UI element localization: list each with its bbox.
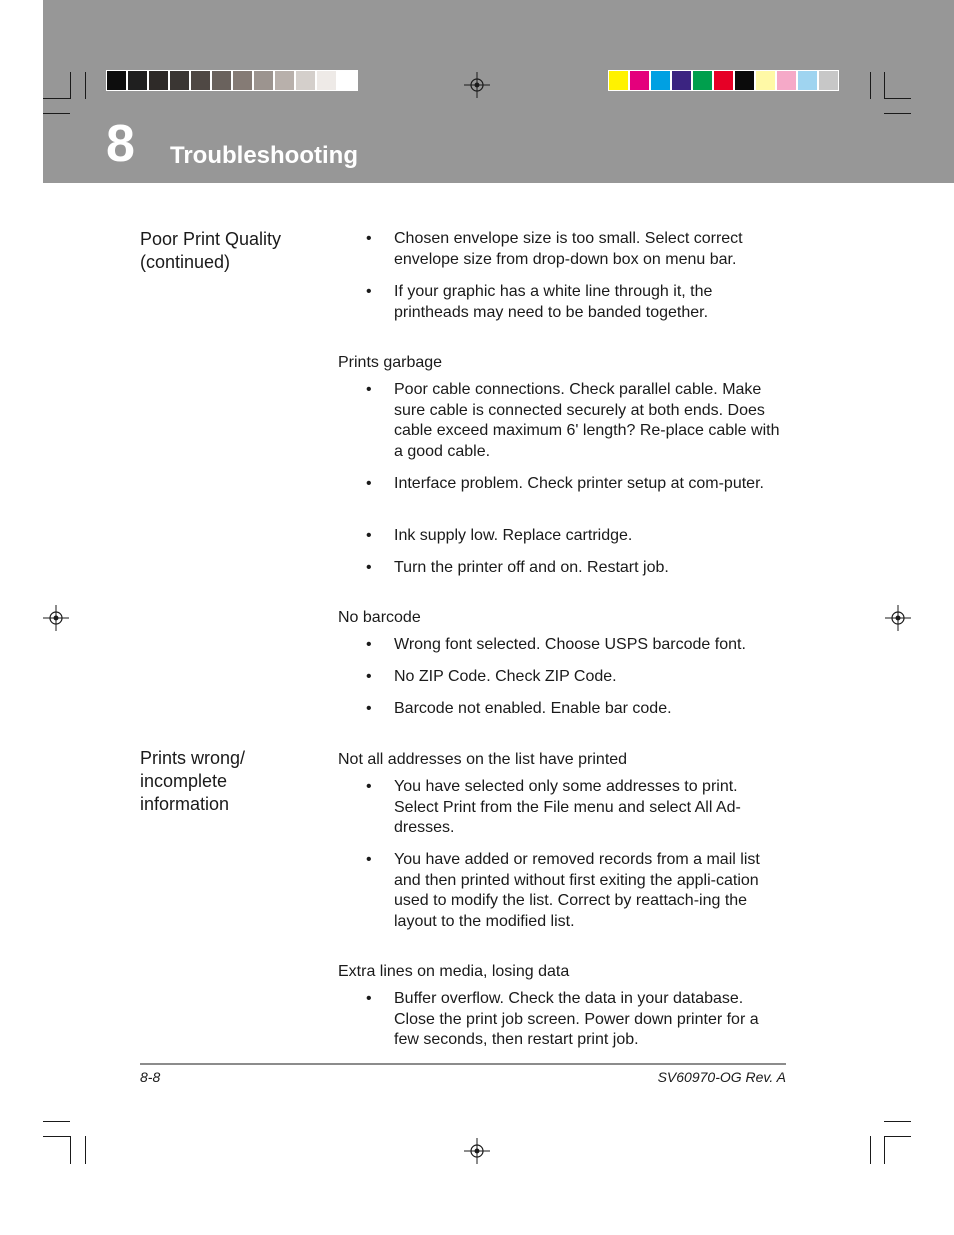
crop-mark: [884, 113, 911, 114]
chapter-number: 8: [106, 115, 135, 173]
crop-mark: [43, 113, 70, 114]
crop-mark: [70, 1136, 71, 1164]
bullet-icon: •: [366, 475, 372, 492]
sub-heading: Extra lines on media, losing data: [338, 963, 570, 980]
bullet-icon: •: [366, 381, 372, 398]
crop-mark: [884, 98, 911, 99]
list-item-text: Chosen envelope size is too small. Select correct envelope size from drop-down box on menu bar.: [394, 230, 743, 268]
bullet-icon: •: [366, 527, 372, 544]
color-swatch: [734, 70, 755, 91]
list-item-text: Buffer overflow. Check the data in your database. Close the print job screen. Power down printer for a few seconds, then restart print job.: [394, 990, 759, 1049]
crop-mark: [85, 72, 86, 99]
list-item-text: Interface problem. Check printer setup at com-puter.: [394, 475, 764, 492]
bullet-icon: •: [366, 559, 372, 576]
crop-mark: [870, 1136, 871, 1164]
registration-mark-icon: [43, 605, 69, 631]
list-item-text: You have selected only some addresses to print. Select Print from the File menu and select All Ad-dresses.: [394, 778, 741, 837]
list-item-text: Barcode not enabled. Enable bar code.: [394, 700, 672, 717]
bullet-icon: •: [366, 636, 372, 653]
color-swatch: [148, 70, 169, 91]
crop-mark: [70, 72, 71, 99]
color-swatch: [818, 70, 839, 91]
page-number: 8-8: [140, 1069, 161, 1085]
list-item-text: You have added or removed records from a mail list and then printed without first exiting the appli-cation used to modify the list. Correct by reattach-ing the layout to the modified list.: [394, 851, 760, 930]
sub-heading: Not all addresses on the list have printed: [338, 751, 628, 768]
bullet-icon: •: [366, 700, 372, 717]
color-swatch: [629, 70, 650, 91]
crop-mark: [870, 72, 871, 99]
color-swatch: [713, 70, 734, 91]
color-swatch: [692, 70, 713, 91]
crop-mark: [43, 1136, 70, 1137]
color-swatch: [211, 70, 232, 91]
list-item-text: Poor cable connections. Check parallel cable. Make sure cable is connected securely at both ends. Does cable exceed maximum 6' length? Re-place cable with a good cable.: [394, 381, 780, 460]
color-swatch: [316, 70, 337, 91]
color-swatch: [127, 70, 148, 91]
registration-mark-icon: [464, 72, 490, 98]
color-swatch: [776, 70, 797, 91]
crop-mark: [85, 1136, 86, 1164]
list-item-text: No ZIP Code. Check ZIP Code.: [394, 668, 617, 685]
color-swatch: [190, 70, 211, 91]
bullet-icon: •: [366, 230, 372, 247]
crop-mark: [884, 1121, 911, 1122]
color-swatch: [253, 70, 274, 91]
process-color-bar: [608, 70, 839, 91]
registration-mark-icon: [464, 1138, 490, 1164]
bullet-icon: •: [366, 668, 372, 685]
color-swatch: [169, 70, 190, 91]
chapter-title: Troubleshooting: [170, 142, 358, 169]
crop-mark: [43, 1121, 70, 1122]
crop-mark: [884, 1136, 911, 1137]
bullet-icon: •: [366, 990, 372, 1007]
list-item-text: Ink supply low. Replace cartridge.: [394, 527, 633, 544]
crop-mark: [43, 98, 70, 99]
side-heading: Poor Print Quality (continued): [140, 229, 282, 272]
color-swatch: [755, 70, 776, 91]
list-item-text: If your graphic has a white line through it, the printheads may need to be banded together.: [394, 283, 713, 321]
color-swatch: [232, 70, 253, 91]
color-swatch: [671, 70, 692, 91]
bullet-icon: •: [366, 851, 372, 868]
sub-heading: No barcode: [338, 609, 421, 626]
document-id: SV60970-OG Rev. A: [657, 1069, 786, 1085]
color-swatch: [106, 70, 127, 91]
bullet-icon: •: [366, 283, 372, 300]
footer-divider: [140, 1063, 786, 1065]
color-swatch: [797, 70, 818, 91]
list-item-text: Wrong font selected. Choose USPS barcode font.: [394, 636, 746, 653]
grayscale-color-bar: [106, 70, 358, 91]
color-swatch: [337, 70, 358, 91]
color-swatch: [274, 70, 295, 91]
bullet-icon: •: [366, 778, 372, 795]
registration-mark-icon: [885, 605, 911, 631]
crop-mark: [884, 72, 885, 99]
sub-heading: Prints garbage: [338, 354, 443, 371]
side-heading: Prints wrong/ incomplete information: [140, 748, 246, 814]
color-swatch: [650, 70, 671, 91]
color-swatch: [608, 70, 629, 91]
crop-mark: [884, 1136, 885, 1164]
list-item-text: Turn the printer off and on. Restart job.: [394, 559, 669, 576]
color-swatch: [295, 70, 316, 91]
